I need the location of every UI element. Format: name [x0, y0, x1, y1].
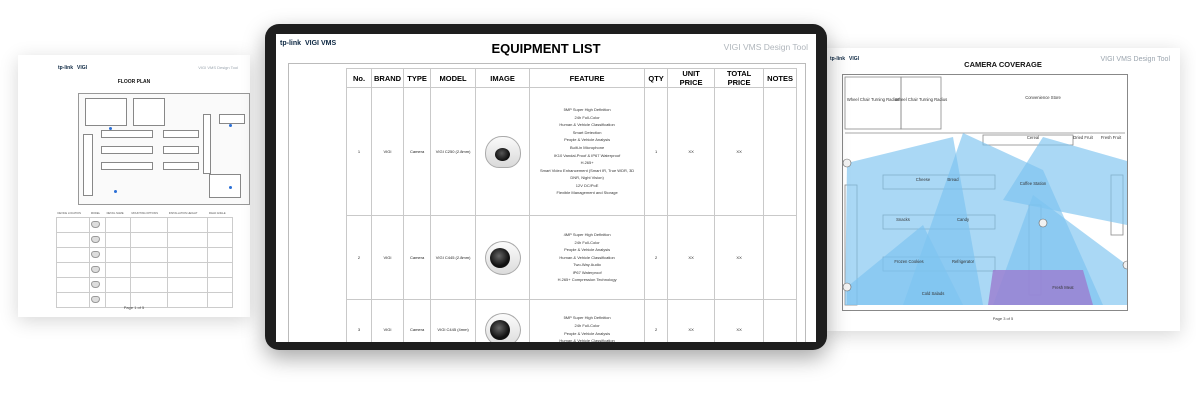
- cell-brand: VIGI: [372, 216, 404, 300]
- tool-name: VIGI VMS Design Tool: [723, 42, 808, 52]
- camera-thumbnail: [91, 266, 100, 273]
- table-cell: [57, 263, 90, 278]
- column-header: FIELD ANGLE: [208, 210, 233, 218]
- table-row: [347, 88, 797, 216]
- document-title: FLOOR PLAN: [117, 79, 151, 85]
- column-header-notes: NOTES: [764, 69, 797, 88]
- vigi-logo: VIGI: [77, 65, 88, 71]
- cell-qty: 2: [645, 300, 668, 343]
- room: [85, 98, 127, 126]
- feature-line: 5MP Super High Definition: [563, 315, 611, 321]
- feature-line: Two-Way Audio: [573, 262, 601, 268]
- table-cell: [130, 233, 167, 248]
- room-label: Convenience Store: [1025, 95, 1061, 100]
- table-row: [347, 216, 797, 300]
- vigi-logo: VIGI VMS: [305, 40, 337, 47]
- cell-no: 3: [347, 300, 372, 343]
- cell-image: [476, 216, 530, 300]
- cell-feature: [530, 88, 645, 216]
- shelf: [203, 114, 211, 174]
- room: [133, 98, 165, 126]
- camera-marker: [109, 127, 112, 130]
- tablet-device: [265, 24, 827, 350]
- room-label: Snacks: [896, 217, 910, 222]
- tplink-logo: tp-link: [830, 56, 845, 62]
- feature-line: 24h Full-Color: [574, 239, 600, 245]
- floor-plan-drawing: [78, 93, 250, 205]
- camera-thumbnail: [91, 221, 100, 228]
- table-cell: [130, 248, 167, 263]
- shelf: [163, 130, 199, 138]
- table-cell: [57, 248, 90, 263]
- camera-lens: [490, 248, 510, 268]
- feature-line: H.265+ Compression Technology: [557, 277, 617, 283]
- column-header-qty: QTY: [645, 69, 668, 88]
- table-cell: [106, 263, 131, 278]
- document-title: CAMERA COVERAGE: [964, 60, 1042, 69]
- room-label: Cheese: [915, 177, 931, 182]
- camera-marker: [229, 186, 232, 189]
- feature-line: 12V DC/PoE: [575, 182, 599, 188]
- wall-shelf: [83, 134, 93, 196]
- table-cell: [106, 278, 131, 293]
- dome-camera-icon: [485, 136, 521, 168]
- cell-model: VIGI C445 (4mm): [431, 300, 476, 343]
- feature-line: Smart Detection: [572, 129, 602, 135]
- camera-lens: [495, 148, 510, 161]
- table-row: [57, 218, 233, 233]
- table-row: [347, 300, 797, 343]
- page-number: Page 1 of 5: [123, 305, 145, 310]
- cell-brand: VIGI: [372, 300, 404, 343]
- cell-unit-price: XX: [668, 300, 715, 343]
- cell-type: Camera: [404, 300, 431, 343]
- feature-line: DNR, Night Vision): [570, 175, 604, 181]
- table-cell: [90, 278, 106, 293]
- cell-image: [476, 300, 530, 343]
- tplink-logo: tp-link: [280, 40, 301, 47]
- cell-notes: [764, 88, 797, 216]
- cell-model: VIGI C445 (2.8mm): [431, 216, 476, 300]
- tablet-screen: [276, 34, 816, 342]
- table-cell: [168, 278, 208, 293]
- room-label: Fresh Meat: [1052, 285, 1074, 290]
- camera-thumbnail: [91, 296, 100, 303]
- camera-lens: [490, 320, 510, 340]
- cell-qty: 2: [645, 216, 668, 300]
- vigi-logo: VIGI: [849, 56, 860, 62]
- column-header: DEVICE LOCATION: [57, 210, 90, 218]
- column-header-brand: BRAND: [372, 69, 404, 88]
- cell-notes: [764, 300, 797, 343]
- counter: [219, 114, 245, 124]
- feature-line: H.265+: [580, 160, 594, 166]
- table-cell: [168, 218, 208, 233]
- table-row: [57, 278, 233, 293]
- camera-marker: [229, 124, 232, 127]
- table-cell: [90, 233, 106, 248]
- table-header-row: [347, 69, 797, 88]
- table-cell: [130, 263, 167, 278]
- column-header-type: TYPE: [404, 69, 431, 88]
- table-header-row: [57, 210, 233, 218]
- device-table-body: [57, 218, 233, 308]
- table-cell: [57, 218, 90, 233]
- document-title: EQUIPMENT LIST: [491, 41, 601, 56]
- room-label: Wheel Chair Turning Radius: [846, 97, 900, 102]
- table-cell: [168, 233, 208, 248]
- table-row: [57, 248, 233, 263]
- tool-name: VIGI VMS Design Tool: [1100, 56, 1170, 63]
- cell-model: VIGI C250 (2.8mm): [431, 88, 476, 216]
- table-cell: [106, 248, 131, 263]
- table-cell: [106, 233, 131, 248]
- room-label: Dried Fruit: [1073, 135, 1093, 140]
- column-header: DETAIL NAME: [106, 210, 131, 218]
- equipment-table: [346, 68, 797, 342]
- cell-feature: [530, 300, 645, 343]
- cell-total-price: XX: [715, 88, 764, 216]
- feature-line: Human & Vehicle Classification: [559, 338, 615, 342]
- table-cell: [168, 248, 208, 263]
- table-cell: [90, 263, 106, 278]
- table-cell: [90, 218, 106, 233]
- column-header-feature: FEATURE: [530, 69, 645, 88]
- table-cell: [130, 278, 167, 293]
- coverage-plan-drawing: [842, 74, 1128, 311]
- room-label: Frozen Cookies: [894, 259, 924, 264]
- cell-unit-price: XX: [668, 88, 715, 216]
- cell-total-price: XX: [715, 300, 764, 343]
- column-header-total-price: TOTAL PRICE: [715, 69, 764, 88]
- tool-name: VIGI VMS Design Tool: [198, 65, 238, 70]
- cell-type: Camera: [404, 88, 431, 216]
- shelf: [163, 146, 199, 154]
- room-label: Cold Salads: [921, 291, 945, 296]
- table-cell: [106, 218, 131, 233]
- coverage-map: [843, 75, 1127, 310]
- room-outline: [901, 77, 941, 129]
- room-label: Candy: [956, 217, 970, 222]
- feature-line: 24h Full-Color: [574, 322, 600, 328]
- camera-marker: [114, 190, 117, 193]
- table-cell: [130, 218, 167, 233]
- cell-no: 1: [347, 88, 372, 216]
- floor-plan-document: [18, 55, 250, 317]
- brand-logos: [58, 65, 87, 71]
- feature-line: Human & Vehicle Classification: [559, 254, 615, 260]
- table-cell: [168, 263, 208, 278]
- column-header: MODEL: [90, 210, 106, 218]
- cell-total-price: XX: [715, 216, 764, 300]
- shelf: [101, 130, 153, 138]
- table-cell: [57, 233, 90, 248]
- column-header: INSTALLATION HEIGHT: [168, 210, 208, 218]
- room-outline: [845, 77, 901, 129]
- column-header-no: No.: [347, 69, 372, 88]
- camera-coverage-document: [826, 48, 1180, 331]
- column-header-image: IMAGE: [476, 69, 530, 88]
- cell-type: Camera: [404, 216, 431, 300]
- table-cell: [208, 278, 233, 293]
- table-cell: [208, 218, 233, 233]
- shelf: [101, 146, 153, 154]
- column-header-unit-price: UNIT PRICE: [668, 69, 715, 88]
- room-label: Refrigerator: [951, 259, 975, 264]
- column-header-model: MODEL: [431, 69, 476, 88]
- camera-thumbnail: [91, 281, 100, 288]
- table-cell: [208, 248, 233, 263]
- cell-feature: [530, 216, 645, 300]
- turret-camera-icon: [485, 241, 521, 275]
- cell-no: 2: [347, 216, 372, 300]
- shelf: [163, 162, 199, 170]
- cell-notes: [764, 216, 797, 300]
- cell-image: [476, 88, 530, 216]
- room-label: Wheel Chair Turning Radius: [894, 97, 948, 102]
- room-label: Coffee Station: [1019, 181, 1047, 186]
- column-header: MOUNTING OPTIONS: [130, 210, 167, 218]
- camera-thumbnail: [91, 251, 100, 258]
- feature-line: 4MP Super High Definition: [563, 231, 611, 237]
- tplink-logo: tp-link: [58, 65, 73, 71]
- table-row: [57, 233, 233, 248]
- cell-brand: VIGI: [372, 88, 404, 216]
- feature-line: 5MP Super High Definition: [563, 106, 611, 112]
- feature-line: Flexible Management and Storage: [556, 190, 618, 196]
- feature-line: People & Vehicle Analysis: [564, 330, 611, 336]
- table-row: [57, 263, 233, 278]
- table-cell: [57, 278, 90, 293]
- feature-line: Smart Video Enhancement (Smart IR, True WDR, 3D: [540, 167, 635, 173]
- shelf: [101, 162, 153, 170]
- room: [209, 174, 241, 198]
- feature-line: 24h Full-Color: [574, 114, 600, 120]
- equipment-table-body: [347, 88, 797, 343]
- room-label: Cereal: [1026, 135, 1040, 140]
- cell-unit-price: XX: [668, 216, 715, 300]
- overlap-area: [988, 270, 1093, 305]
- feature-line: People & Vehicle Analysis: [564, 137, 611, 143]
- feature-line: Human & Vehicle Classification: [559, 122, 615, 128]
- feature-line: People & Vehicle Analysis: [564, 247, 611, 253]
- cell-qty: 1: [645, 88, 668, 216]
- table-cell: [208, 263, 233, 278]
- feature-line: IK10 Vandal-Proof & IP67 Waterproof: [553, 152, 621, 158]
- camera-thumbnail: [91, 236, 100, 243]
- table-cell: [90, 248, 106, 263]
- room-label: Bread: [947, 177, 959, 182]
- device-table: [56, 210, 233, 308]
- turret-camera-icon: [485, 313, 521, 343]
- feature-line: IP67 Waterproof: [572, 269, 602, 275]
- table-frame: [288, 63, 806, 342]
- table-cell: [208, 233, 233, 248]
- feature-line: Built-in Microphone: [569, 144, 605, 150]
- room-label: Fresh Fruit: [1100, 135, 1122, 140]
- page-number: Page 3 of 5: [992, 316, 1014, 321]
